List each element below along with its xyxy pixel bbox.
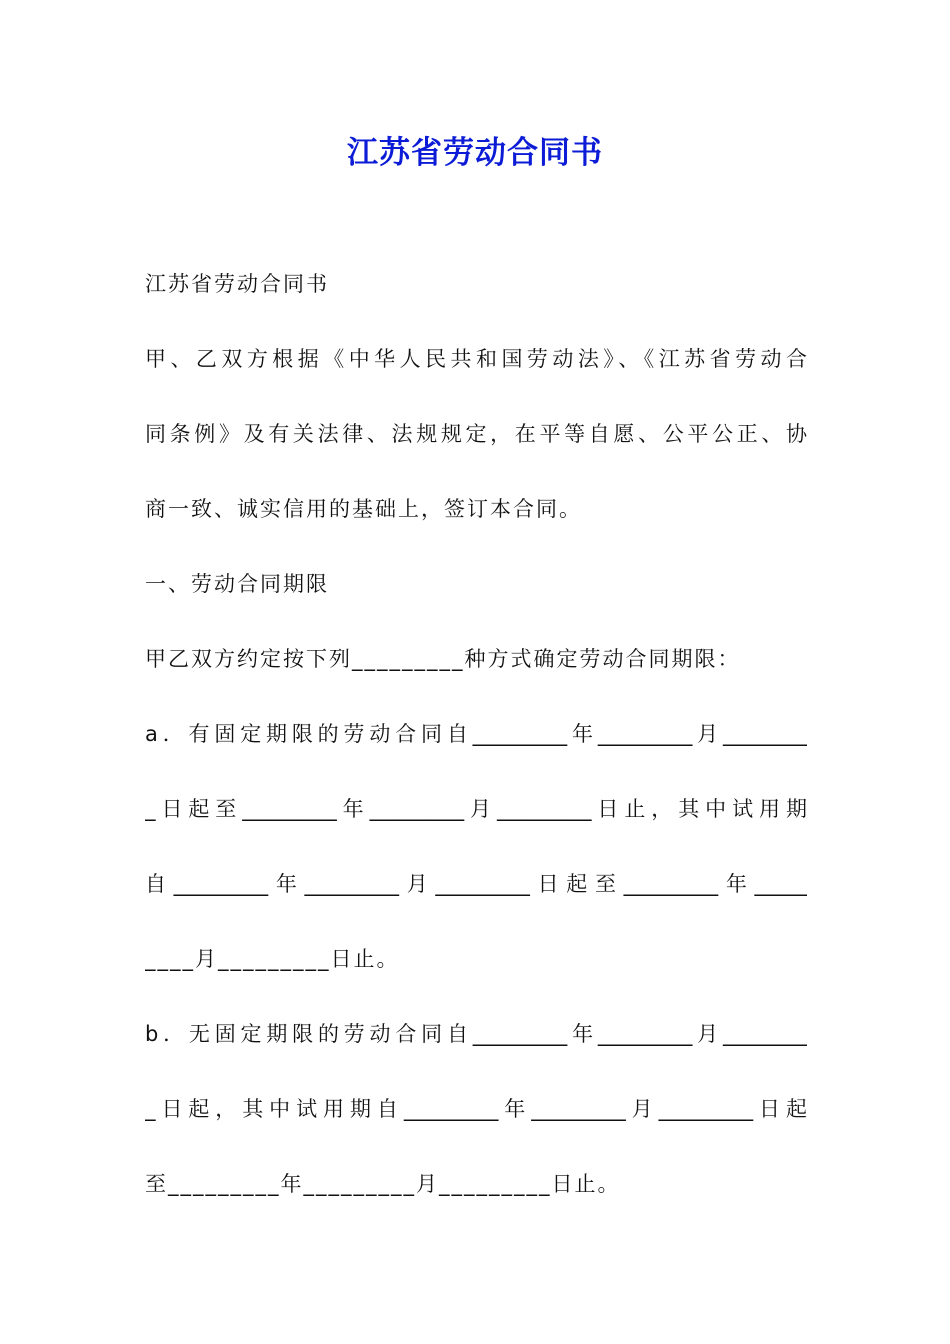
body-line-1: 江苏省劳动合同书: [145, 272, 329, 296]
body-line-6: 甲乙双方约定按下列_________种方式确定劳动合同期限：: [145, 647, 741, 671]
body-line-9: 自_________年_________月_________日起至_________年_____: [145, 872, 807, 896]
body-line-2: 甲、乙双方根据《中华人民共和国劳动法》、《江苏省劳动合: [145, 347, 807, 371]
document-title: 江苏省劳动合同书: [347, 135, 603, 171]
body-line-8: _日起至_________年_________月_________日止，其中试用期: [145, 797, 807, 821]
body-line-3: 同条例》及有关法律、法规规定，在平等自愿、公平公正、协: [145, 422, 807, 446]
document-body: [145, 259, 807, 1234]
body-line-13: 至_________年_________月_________日止。: [145, 1172, 621, 1196]
body-line-12: _日起，其中试用期自_________年_________月_________日起: [145, 1097, 807, 1121]
section-heading-contract-term: 一、劳动合同期限: [145, 572, 329, 596]
body-line-4: 商一致、诚实信用的基础上，签订本合同。: [145, 497, 582, 521]
body-line-11: b．无固定期限的劳动合同自_________年_________月________: [145, 1022, 807, 1046]
body-line-7: a．有固定期限的劳动合同自_________年_________月________: [145, 722, 807, 746]
body-line-10: ____月_________日止。: [145, 947, 400, 971]
